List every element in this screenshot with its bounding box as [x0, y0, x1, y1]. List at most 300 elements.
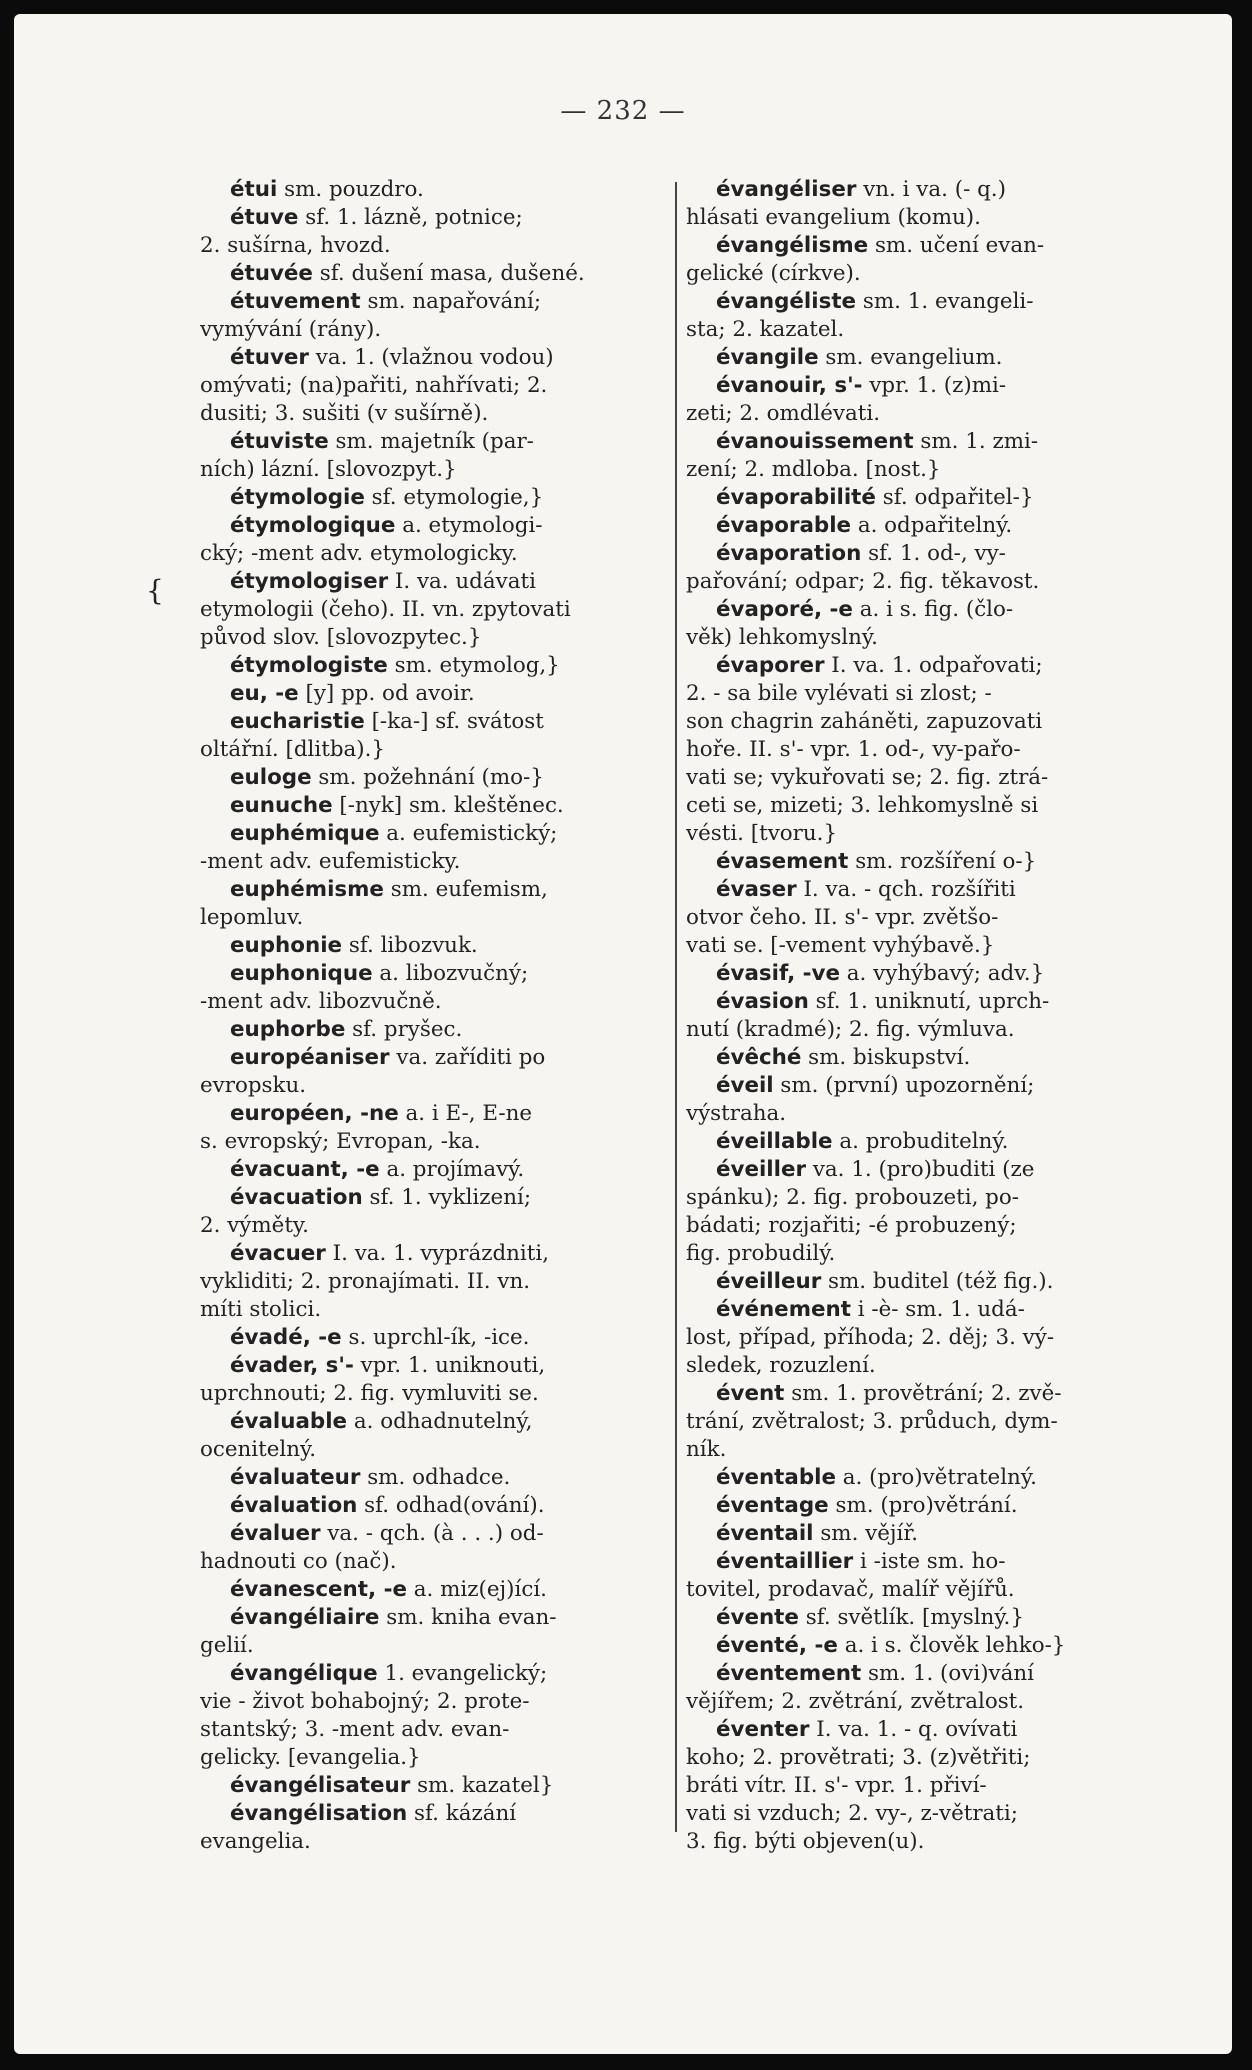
entry-line: [686, 512, 1161, 540]
headword: étuvement: [230, 289, 361, 314]
definition-text: sf. dušení masa, dušené.: [312, 261, 585, 286]
entry-line: [686, 1744, 1161, 1772]
definition-text: bráti vítr. II. s'- vpr. 1. přiví-: [686, 1773, 987, 1798]
definition-text: koho; 2. provětrati; 3. (z)větřiti;: [686, 1745, 1031, 1770]
headword: évanescent, -e: [230, 1577, 407, 1602]
definition-text: sm. 1. provětrání; 2. zvě-: [784, 1381, 1062, 1406]
headword: évaluateur: [230, 1465, 361, 1490]
entry-line: [686, 204, 1161, 232]
headword: euphémique: [230, 821, 380, 846]
definition-text: sm. rozšíření o-}: [848, 849, 1037, 874]
headword: éveiller: [716, 1157, 807, 1182]
entry-line: [200, 512, 675, 540]
definition-text: cký; -ment adv. etymologicky.: [200, 541, 518, 566]
definition-text: sm. etymolog,}: [387, 653, 560, 678]
definition-text: s. uprchl-ík, -ice.: [341, 1325, 530, 1350]
headword: évanouissement: [716, 429, 914, 454]
headword: évaluation: [230, 1493, 358, 1518]
headword: euloge: [230, 765, 312, 790]
entry-line: [686, 1016, 1161, 1044]
definition-text: va. - qch. (à . . .) od-: [320, 1521, 544, 1546]
definition-text: sm. vějíř.: [813, 1521, 919, 1546]
entry-line: [686, 960, 1161, 988]
entry-line: [686, 792, 1161, 820]
entry-line: [686, 1716, 1161, 1744]
definition-text: a. miz(ej)ící.: [406, 1577, 547, 1602]
entry-line: [686, 1072, 1161, 1100]
definition-text: I. va. 1. vyprázdniti,: [325, 1241, 550, 1266]
entry-line: [686, 988, 1161, 1016]
definition-text: 2. sušírna, hvozd.: [200, 233, 391, 258]
definition-text: trání, zvětralost; 3. průduch, dym-: [686, 1409, 1058, 1434]
headword: évasif, -ve: [716, 961, 840, 986]
definition-text: sm. evangelium.: [818, 345, 1003, 370]
definition-text: 2. výměty.: [200, 1213, 309, 1238]
entry-line: [686, 288, 1161, 316]
definition-text: lost, případ, příhoda; 2. děj; 3. vý-: [686, 1325, 1055, 1350]
definition-text: va. 1. (pro)buditi (ze: [806, 1157, 1035, 1182]
entry-line: [686, 1044, 1161, 1072]
entry-line: [200, 1324, 675, 1352]
entry-line: [686, 848, 1161, 876]
definition-text: sf. světlík. [myslný.}: [798, 1605, 1024, 1630]
definition-text: výstraha.: [686, 1101, 787, 1126]
headword: éventail: [716, 1521, 814, 1546]
entry-line: [200, 540, 675, 568]
headword: évangélisme: [716, 233, 869, 258]
entry-line: [200, 1380, 675, 1408]
definition-text: sm. 1. zmi-: [913, 429, 1039, 454]
definition-text: sm. napařování;: [360, 289, 542, 314]
entry-line: [686, 316, 1161, 344]
headword: évaser: [716, 877, 797, 902]
entry-line: [200, 1660, 675, 1688]
definition-text: a. (pro)větratelný.: [836, 1465, 1037, 1490]
definition-text: i -è- sm. 1. udá-: [850, 1297, 1025, 1322]
headword: évaluer: [230, 1521, 321, 1546]
headword: étymologiser: [230, 569, 389, 594]
headword: éventable: [716, 1465, 836, 1490]
headword: eucharistie: [230, 709, 365, 734]
entry-line: [200, 428, 675, 456]
entry-line: [200, 960, 675, 988]
definition-text: vykliditi; 2. pronajímati. II. vn.: [200, 1269, 531, 1294]
entry-line: [200, 764, 675, 792]
definition-text: -ment adv. eufemisticky.: [200, 849, 461, 874]
entry-line: [686, 596, 1161, 624]
headword: évangile: [716, 345, 819, 370]
entry-line: [686, 176, 1161, 204]
entry-line: [686, 904, 1161, 932]
headword: européaniser: [230, 1045, 390, 1070]
headword: eu, -e: [230, 681, 299, 706]
definition-text: evropsku.: [200, 1073, 307, 1098]
headword: éventage: [716, 1493, 829, 1518]
entry-line: [200, 904, 675, 932]
definition-text: sf. libozvuk.: [342, 933, 478, 958]
definition-text: vymývání (rány).: [200, 317, 382, 342]
entry-line: [200, 1044, 675, 1072]
entry-line: [200, 1576, 675, 1604]
definition-text: sm. buditel (též fig.).: [821, 1269, 1054, 1294]
definition-text: bádati; rozjařiti; -é probuzený;: [686, 1213, 1017, 1238]
definition-text: I. va. 1. - q. ovívati: [809, 1717, 1018, 1742]
definition-text: sm. (první) upozornění;: [773, 1073, 1035, 1098]
definition-text: sm. eufemism,: [383, 877, 548, 902]
headword: évangéliaire: [230, 1605, 380, 1630]
headword: éventer: [716, 1717, 810, 1742]
headword: évangélique: [230, 1661, 378, 1686]
definition-text: [-nyk] sm. kleštěnec.: [332, 793, 564, 818]
entry-line: [200, 736, 675, 764]
entry-line: [200, 288, 675, 316]
entry-line: [686, 932, 1161, 960]
entry-line: [200, 1828, 675, 1856]
headword: eunuche: [230, 793, 333, 818]
definition-text: stantský; 3. -ment adv. evan-: [200, 1717, 510, 1742]
definition-text: hadnouti co (nač).: [200, 1549, 397, 1574]
definition-text: uprchnouti; 2. fig. vymluviti se.: [200, 1381, 539, 1406]
entry-line: [200, 1352, 675, 1380]
definition-text: sf. 1. vyklizení;: [362, 1185, 532, 1210]
headword: évasion: [716, 989, 809, 1014]
headword: euphémisme: [230, 877, 384, 902]
entry-line: [686, 680, 1161, 708]
entry-line: [686, 1156, 1161, 1184]
entry-line: [200, 232, 675, 260]
definition-text: a. libozvučný;: [372, 961, 529, 986]
definition-text: hoře. II. s'- vpr. 1. od-, vy-pařo-: [686, 737, 1021, 762]
headword: évader, s'-: [230, 1353, 354, 1378]
definition-text: gelicky. [evangelia.}: [200, 1745, 421, 1770]
entry-line: [686, 1660, 1161, 1688]
definition-text: a. i s. člověk lehko-}: [837, 1633, 1066, 1658]
definition-text: původ slov. [slovozpytec.}: [200, 625, 482, 650]
entry-line: [686, 1576, 1161, 1604]
entry-line: [686, 708, 1161, 736]
entry-line: [200, 260, 675, 288]
definition-text: vn. i va. (- q.): [856, 177, 1006, 202]
entry-line: [200, 1800, 675, 1828]
entry-line: [200, 596, 675, 624]
entry-line: [686, 820, 1161, 848]
entry-line: [686, 1128, 1161, 1156]
headword: évêché: [716, 1045, 802, 1070]
entry-line: [200, 1716, 675, 1744]
headword: évadé, -e: [230, 1325, 342, 1350]
headword: évasement: [716, 849, 849, 874]
entry-line: [686, 1352, 1161, 1380]
headword: étui: [230, 177, 278, 202]
entry-line: [686, 1772, 1161, 1800]
headword: évaporé, -e: [716, 597, 853, 622]
entry-line: [200, 344, 675, 372]
definition-text: míti stolici.: [200, 1297, 322, 1322]
entry-line: [200, 876, 675, 904]
definition-text: sf. etymologie,}: [364, 485, 544, 510]
definition-text: sm. (pro)větrání.: [828, 1493, 1018, 1518]
entry-line: [200, 1072, 675, 1100]
definition-text: etymologii (čeho). II. vn. zpytovati: [200, 597, 571, 622]
entry-line: [200, 456, 675, 484]
headword: étymologie: [230, 485, 365, 510]
entry-line: [686, 372, 1161, 400]
headword: évacuer: [230, 1241, 326, 1266]
headword: éventé, -e: [716, 1633, 838, 1658]
definition-text: [-ka-] sf. svátost: [364, 709, 544, 734]
entry-line: [686, 1800, 1161, 1828]
definition-text: tovitel, prodavač, malíř vějířů.: [686, 1577, 1015, 1602]
definition-text: sm. kniha evan-: [379, 1605, 557, 1630]
entry-line: [686, 456, 1161, 484]
definition-text: sm. biskupství.: [801, 1045, 971, 1070]
entry-line: [686, 484, 1161, 512]
entry-line: [686, 344, 1161, 372]
entry-line: [686, 1688, 1161, 1716]
definition-text: omývati; (na)pařiti, nahřívati; 2.: [200, 373, 548, 398]
entry-line: [686, 1100, 1161, 1128]
entry-line: [686, 1464, 1161, 1492]
definition-text: ník.: [686, 1437, 727, 1462]
definition-text: sm. majetník (par-: [328, 429, 534, 454]
entry-line: [686, 1240, 1161, 1268]
entry-line: [200, 652, 675, 680]
headword: éveil: [716, 1073, 774, 1098]
definition-text: vpr. 1. (z)mi-: [862, 373, 1007, 398]
entry-line: [200, 1492, 675, 1520]
entry-line: [686, 1492, 1161, 1520]
headword: étymologiste: [230, 653, 388, 678]
entry-line: [686, 1520, 1161, 1548]
definition-text: vati se; vykuřovati se; 2. fig. ztrá-: [686, 765, 1049, 790]
entry-line: [686, 1212, 1161, 1240]
entry-line: [200, 1772, 675, 1800]
headword: évangélisation: [230, 1801, 408, 1826]
definition-text: sta; 2. kazatel.: [686, 317, 845, 342]
headword: étymologique: [230, 513, 396, 538]
headword: étuvée: [230, 261, 313, 286]
entry-line: [200, 1268, 675, 1296]
definition-text: a. probuditelný.: [832, 1129, 1009, 1154]
entry-line: [200, 1240, 675, 1268]
headword: éventaillier: [716, 1549, 854, 1574]
entry-line: [200, 1408, 675, 1436]
headword: évaporable: [716, 513, 852, 538]
entry-line: [686, 1296, 1161, 1324]
headword: européen, -ne: [230, 1101, 399, 1126]
entry-line: [200, 932, 675, 960]
entry-line: [200, 624, 675, 652]
definition-text: sledek, rozuzlení.: [686, 1353, 876, 1378]
entry-line: [200, 1688, 675, 1716]
column-divider: [675, 182, 677, 1832]
definition-text: dusiti; 3. sušiti (v sušírně).: [200, 401, 489, 426]
entry-line: [200, 372, 675, 400]
definition-text: a. i s. fig. (člo-: [852, 597, 1014, 622]
headword: euphonique: [230, 961, 373, 986]
headword: étuver: [230, 345, 309, 370]
definition-text: son chagrin zaháněti, zapuzovati: [686, 709, 1043, 734]
entry-line: [686, 428, 1161, 456]
headword: évaporabilité: [716, 485, 876, 510]
headword: évaporation: [716, 541, 862, 566]
entry-line: [200, 484, 675, 512]
headword: évaluable: [230, 1409, 348, 1434]
definition-text: a. projímavý.: [379, 1157, 525, 1182]
definition-text: vati se. [-vement vyhýbavě.}: [686, 933, 995, 958]
entry-line: [200, 848, 675, 876]
entry-line: [686, 1380, 1161, 1408]
entry-line: [200, 988, 675, 1016]
definition-text: a. etymologi-: [395, 513, 543, 538]
definition-text: nutí (kradmé); 2. fig. výmluva.: [686, 1017, 1015, 1042]
definition-text: a. i E-, E-ne: [398, 1101, 533, 1126]
definition-text: sm. 1. (ovi)vání: [861, 1661, 1034, 1686]
definition-text: hlásati evangelium (komu).: [686, 205, 981, 230]
headword: éveillable: [716, 1129, 833, 1154]
definition-text: va. 1. (vlažnou vodou): [308, 345, 554, 370]
definition-text: otvor čeho. II. s'- vpr. zvětšo-: [686, 905, 999, 930]
entry-line: [200, 1436, 675, 1464]
entry-line: [686, 1184, 1161, 1212]
headword: évaporer: [716, 653, 825, 678]
entry-line: [686, 232, 1161, 260]
definition-text: spánku); 2. fig. probouzeti, po-: [686, 1185, 1019, 1210]
headword: évangélisateur: [230, 1773, 411, 1798]
definition-text: sf. 1. lázně, potnice;: [298, 205, 523, 230]
definition-text: sf. 1. od-, vy-: [861, 541, 1006, 566]
definition-text: ocenitelný.: [200, 1437, 317, 1462]
entry-line: [686, 876, 1161, 904]
definition-text: a. odhadnutelný,: [347, 1409, 533, 1434]
entry-line: [200, 1128, 675, 1156]
headword: euphonie: [230, 933, 343, 958]
entry-line: [200, 316, 675, 344]
definition-text: I. va. 1. odpařovati;: [824, 653, 1043, 678]
definition-text: s. evropský; Evropan, -ka.: [200, 1129, 481, 1154]
definition-text: I. va. udávati: [388, 569, 536, 594]
definition-text: sf. odpařitel-}: [875, 485, 1034, 510]
entry-line: [200, 176, 675, 204]
entry-line: [686, 1632, 1161, 1660]
definition-text: sm. učení evan-: [868, 233, 1045, 258]
definition-text: vie - život bohabojný; 2. prote-: [200, 1689, 530, 1714]
entry-line: [200, 1100, 675, 1128]
dictionary-page: [14, 14, 1232, 2054]
definition-text: va. zaříditi po: [389, 1045, 546, 1070]
entry-line: [686, 624, 1161, 652]
entry-line: [200, 792, 675, 820]
entry-line: [686, 1408, 1161, 1436]
entry-line: [200, 1296, 675, 1324]
headword: événement: [716, 1297, 851, 1322]
definition-text: vésti. [tvoru.}: [686, 821, 838, 846]
definition-text: [y] pp. od avoir.: [298, 681, 475, 706]
headword: évacuant, -e: [230, 1157, 380, 1182]
definition-text: 1. evangelický;: [377, 1661, 548, 1686]
right-column: [686, 176, 1161, 1856]
entry-line: [200, 1016, 675, 1044]
entry-line: [686, 400, 1161, 428]
definition-text: gelické (církve).: [686, 261, 861, 286]
entry-line: [200, 1464, 675, 1492]
headword: évente: [716, 1605, 799, 1630]
entry-line: [686, 764, 1161, 792]
definition-text: sm. pouzdro.: [277, 177, 424, 202]
definition-text: I. va. - qch. rozšířiti: [796, 877, 1016, 902]
definition-text: vati si vzduch; 2. vy-, z-větrati;: [686, 1801, 1018, 1826]
definition-text: sm. kazatel}: [410, 1773, 554, 1798]
definition-text: zení; 2. mdloba. [nost.}: [686, 457, 941, 482]
page-number: — 232 —: [560, 96, 686, 126]
entry-line: [200, 820, 675, 848]
left-column: [200, 176, 675, 1856]
definition-text: sf. pryšec.: [345, 1017, 463, 1042]
definition-text: sf. kázání: [407, 1801, 517, 1826]
definition-text: i -iste sm. ho-: [853, 1549, 1006, 1574]
definition-text: sm. požehnání (mo-}: [311, 765, 544, 790]
definition-text: vpr. 1. uniknouti,: [353, 1353, 546, 1378]
headword: évanouir, s'-: [716, 373, 863, 398]
entry-line: [200, 1548, 675, 1576]
definition-text: a. eufemistický;: [379, 821, 558, 846]
headword: étuve: [230, 205, 299, 230]
entry-line: [686, 1548, 1161, 1576]
definition-text: evangelia.: [200, 1829, 311, 1854]
entry-line: [686, 260, 1161, 288]
headword: évacuation: [230, 1185, 363, 1210]
definition-text: zeti; 2. omdlévati.: [686, 401, 881, 426]
definition-text: sm. 1. evangeli-: [856, 289, 1034, 314]
entry-line: [686, 736, 1161, 764]
definition-text: fig. probudilý.: [686, 1241, 836, 1266]
definition-text: 2. - sa bile vylévati si zlost; -: [686, 681, 992, 706]
definition-text: 3. fig. býti objeven(u).: [686, 1829, 925, 1854]
entry-line: [200, 1212, 675, 1240]
headword: étuviste: [230, 429, 329, 454]
entry-line: [200, 1520, 675, 1548]
definition-text: pařování; odpar; 2. fig. těkavost.: [686, 569, 1040, 594]
definition-text: sf. odhad(ování).: [357, 1493, 545, 1518]
headword: éveilleur: [716, 1269, 822, 1294]
headword: évangéliser: [716, 177, 857, 202]
entry-line: [686, 1324, 1161, 1352]
definition-text: -ment adv. libozvučně.: [200, 989, 442, 1014]
definition-text: lepomluv.: [200, 905, 304, 930]
definition-text: ceti se, mizeti; 3. lehkomyslně si: [686, 793, 1039, 818]
entry-line: [686, 568, 1161, 596]
headword: évent: [716, 1381, 785, 1406]
definition-text: sf. 1. uniknutí, uprch-: [808, 989, 1050, 1014]
entry-line: [200, 1604, 675, 1632]
headword: euphorbe: [230, 1017, 346, 1042]
definition-text: gelií.: [200, 1633, 254, 1658]
entry-line: [686, 1268, 1161, 1296]
entry-line: [200, 204, 675, 232]
entry-line: [686, 1604, 1161, 1632]
definition-text: a. odpařitelný.: [851, 513, 1013, 538]
headword: éventement: [716, 1661, 862, 1686]
entry-line: [686, 652, 1161, 680]
definition-text: vějířem; 2. zvětrání, zvětralost.: [686, 1689, 1025, 1714]
entry-line: [686, 1828, 1161, 1856]
entry-line: [200, 400, 675, 428]
entry-line: [686, 1436, 1161, 1464]
headword: évangéliste: [716, 289, 857, 314]
entry-line: [200, 680, 675, 708]
definition-text: sm. odhadce.: [360, 1465, 511, 1490]
definition-text: a. vyhýbavý; adv.}: [840, 961, 1045, 986]
